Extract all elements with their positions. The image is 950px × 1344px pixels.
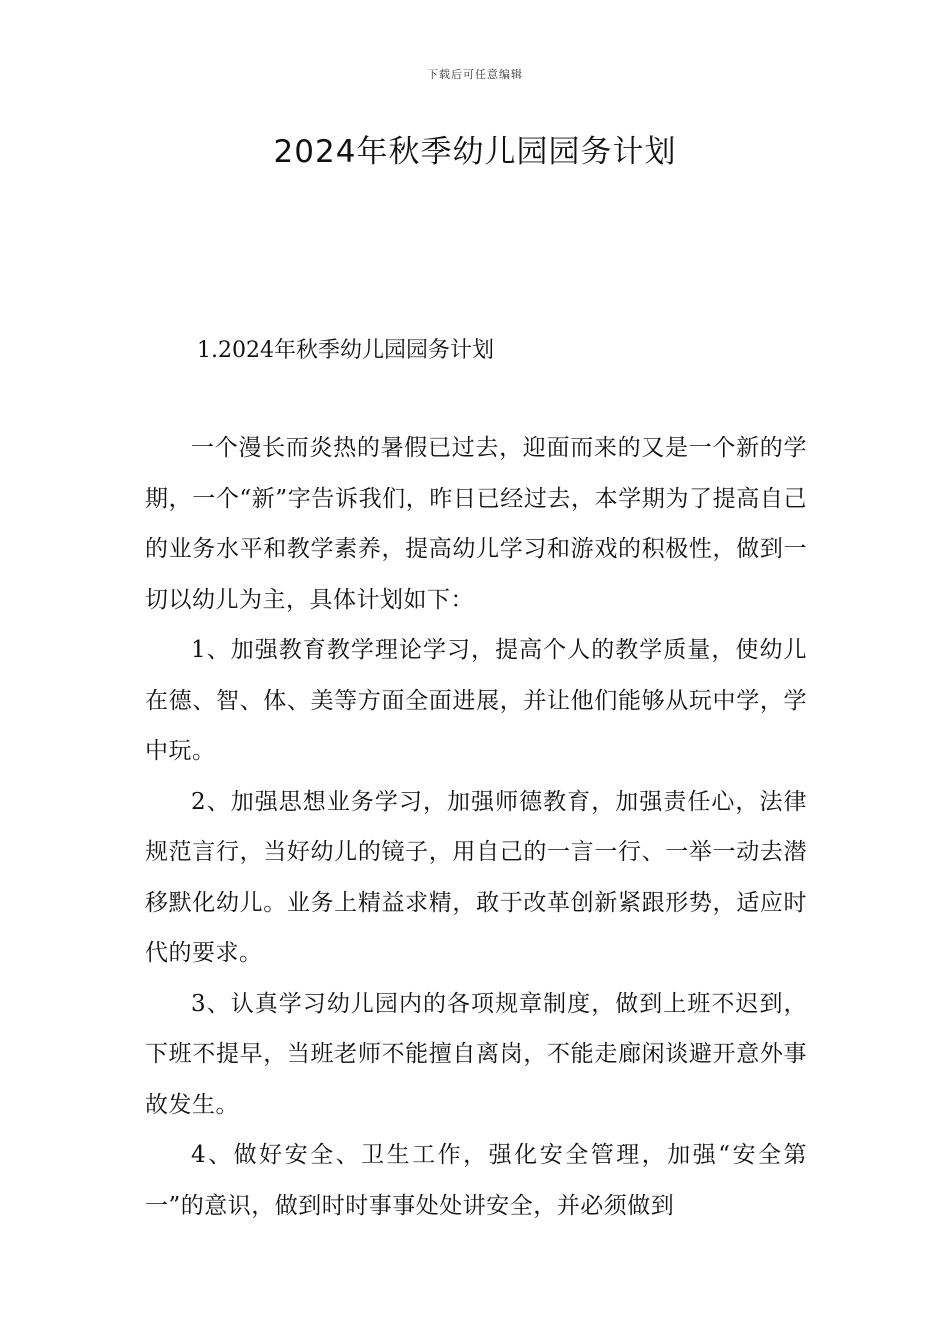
body-text [145,423,807,1231]
paragraph-item-1: 1、加强教育教学理论学习，提高个人的教学质量，使幼儿在德、智、体、美等方面全面进展，并让他们能够从玩中学，学中玩。 [145,637,807,764]
document-title: 2024年秋季幼儿园园务计划 [273,134,677,170]
section-heading: 1.2024年秋季幼儿园园务计划 [197,338,494,363]
header-note: 下载后可任意编辑 [427,68,523,81]
paragraph-item-2: 2、加强思想业务学习，加强师德教育，加强责任心，法律规范言行，当好幼儿的镜子，用自己的一言一行、一举一动去潜移默化幼儿。业务上精益求精，敢于改革创新紧跟形势，适应时代的要求。 [145,788,807,966]
paragraph-item-3: 3、认真学习幼儿园内的各项规章制度，做到上班不迟到，下班不提早，当班老师不能擅自离岗，不能走廊闲谈避开意外事故发生。 [145,990,807,1118]
paragraph-item-4: 4、做好安全、卫生工作，强化安全管理，加强“安全第一”的意识，做到时时事事处处讲安全，并必须做到 [145,1142,807,1219]
paragraph-intro: 一个漫长而炎热的暑假已过去，迎面而来的又是一个新的学期，一个“新”字告诉我们，昨日已经过去，本学期为了提高自己的业务水平和教学素养，提高幼儿学习和游戏的积极性，做到一切以幼儿为主，具体计划如下： [145,435,807,613]
